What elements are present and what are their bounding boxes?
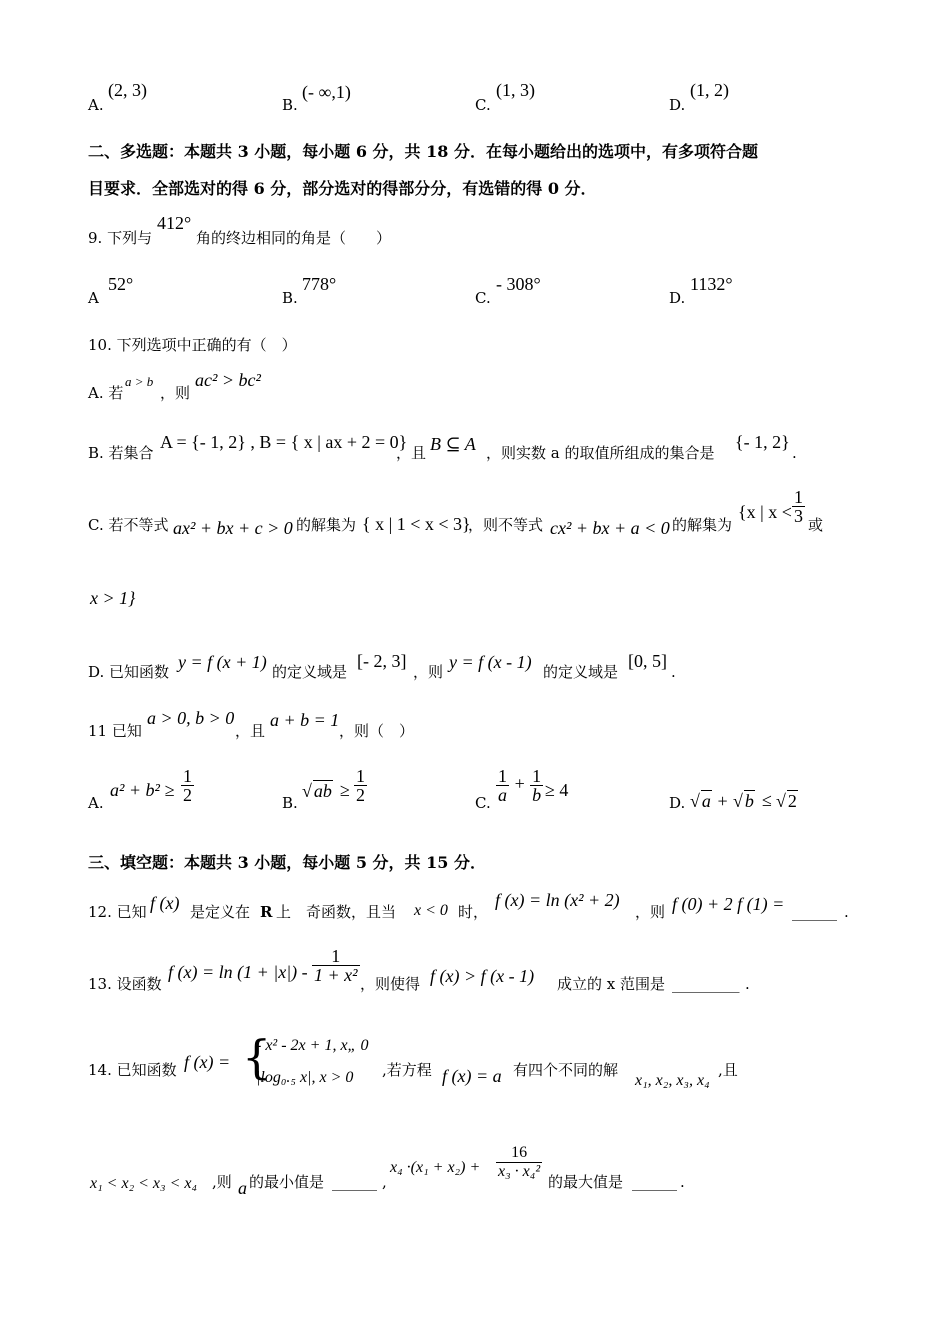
q14-case1: - x² - 2x + 1, x„ 0 bbox=[256, 1037, 369, 1054]
q13-stem-prefix: 13. 设函数 bbox=[88, 975, 162, 993]
q9-angle: 412° bbox=[157, 213, 192, 233]
q10-option-b-sets: A = {- 1, 2} , B = { x | ax + 2 = 0} bbox=[160, 432, 408, 452]
q12-expression: f (0) + 2 f (1) = bbox=[672, 894, 785, 914]
q12-condition: x < 0 bbox=[414, 902, 448, 919]
q8-option-d-math: (1, 2) bbox=[690, 80, 729, 100]
q12-end: . bbox=[844, 903, 849, 921]
q14-stem-prefix: 14. 已知函数 bbox=[88, 1061, 177, 1079]
q14-blank1: ______ bbox=[332, 1173, 377, 1191]
q12-blank: ______ bbox=[792, 903, 837, 921]
section3-heading: 三、填空题：本题共 3 小题，每小题 5 分，共 15 分． bbox=[88, 853, 486, 872]
q10-option-b-mid: ，且 bbox=[396, 444, 427, 462]
q11-stem-prefix: 11 已知 bbox=[88, 722, 142, 740]
q10-option-c-inequality: ax² + bx + c > 0 bbox=[173, 518, 293, 538]
q14-a: a bbox=[238, 1178, 247, 1198]
q9-option-a-value: 52° bbox=[108, 274, 134, 294]
q11-option-d-math: ≤ bbox=[762, 790, 772, 810]
q9-option-c-label: C. bbox=[475, 289, 491, 307]
q13-fraction-den: 1 + x² bbox=[314, 965, 358, 985]
q13-end: . bbox=[745, 975, 750, 993]
q8-option-c-math: (1, 3) bbox=[496, 80, 535, 100]
q14-mid5: 的最小值是 bbox=[249, 1173, 325, 1191]
q10-option-c-answer-part2: x > 1} bbox=[90, 588, 136, 608]
q10-option-c-fraction-num: 1 bbox=[794, 487, 803, 507]
q12-stem-prefix: 12. 已知 bbox=[88, 903, 147, 921]
q8-option-a-label: A. bbox=[88, 96, 104, 114]
q11-option-b-math: ≥ bbox=[340, 780, 350, 800]
q11-condition2: a + b = 1 bbox=[270, 710, 340, 730]
q10-option-c-inequality2: cx² + bx + a < 0 bbox=[550, 518, 670, 538]
q10-option-b-answer: {- 1, 2} bbox=[735, 432, 790, 452]
q10-option-c-mid2: ，则不等式 bbox=[468, 516, 544, 534]
q10-option-d-function2: y = f (x - 1) bbox=[449, 652, 532, 672]
q11-option-d-label: D. bbox=[669, 794, 686, 812]
q14-mid1: ,若方程 bbox=[382, 1061, 432, 1079]
q10-option-c-or: 或 bbox=[808, 516, 824, 534]
q13-mid: ，则使得 bbox=[360, 975, 421, 993]
q10-option-d-label: D. 已知函数 bbox=[88, 663, 170, 681]
q14-blank2: ______ bbox=[632, 1173, 677, 1191]
q9-option-a-label: A bbox=[88, 289, 99, 307]
q10-option-a-mid: ，则 bbox=[160, 384, 191, 402]
q14-mid2: 有四个不同的解 bbox=[513, 1061, 619, 1079]
q13-fraction-num: 1 bbox=[312, 947, 360, 966]
q12-mid1: 是定义在 bbox=[190, 903, 251, 921]
q8-option-a-math: (2, 3) bbox=[108, 80, 147, 100]
q10-option-c-mid3: 的解集为 bbox=[672, 516, 733, 534]
q14-equation: f (x) = a bbox=[442, 1066, 502, 1086]
q10-option-a-math: ac² > bc² bbox=[195, 370, 261, 390]
section2-heading-line2: 目要求．全部选对的得 6 分，部分选对的得部分分，有选错的得 0 分． bbox=[88, 179, 597, 198]
q12-mid2: 上 奇函数，且当 bbox=[276, 903, 397, 921]
q14-fx: f (x) = bbox=[184, 1052, 231, 1072]
q11-option-b-label: B. bbox=[282, 794, 298, 812]
q10-option-a-label: A. 若 bbox=[88, 384, 124, 402]
q10-option-b-end: . bbox=[792, 444, 797, 462]
q11-option-b-fraction bbox=[354, 767, 367, 804]
q9-stem-suffix: 角的终边相同的角是（ ） bbox=[196, 229, 392, 247]
q14-expression-left: x₄ ·(x₁ + x₂) + bbox=[390, 1159, 481, 1176]
q12-R: R bbox=[260, 903, 273, 921]
q11-option-b-fraction-den: 2 bbox=[356, 785, 365, 805]
q14-mid3: ,且 bbox=[718, 1061, 738, 1079]
q12-definition: f (x) = ln (x² + 2) bbox=[495, 890, 620, 910]
q12-fx: f (x) bbox=[150, 893, 180, 913]
q10-option-d-domain1: [- 2, 3] bbox=[357, 651, 407, 671]
q11-stem-suffix: ，则（ ） bbox=[339, 722, 415, 740]
q8-option-d-label: D. bbox=[669, 96, 686, 114]
q11-stem-mid: ，且 bbox=[235, 722, 266, 740]
q10-option-d-mid2: ，则 bbox=[413, 663, 444, 681]
q11-option-a-fraction bbox=[181, 767, 194, 804]
q10-option-d-domain2: [0, 5] bbox=[628, 651, 667, 671]
q13-suffix: 成立的 x 范围是 bbox=[557, 975, 665, 993]
q10-option-d-end: . bbox=[671, 663, 676, 681]
q12-mid3: 时， bbox=[458, 903, 489, 921]
q10-option-c-fraction-den: 3 bbox=[794, 506, 803, 526]
q11-option-d-sqrt-sum: √ a + √ b bbox=[690, 791, 754, 811]
q10-option-c-label: C. 若不等式 bbox=[88, 516, 169, 534]
q11-option-b-sqrt: √ ab bbox=[302, 781, 332, 801]
q10-option-c-mid1: 的解集为 bbox=[296, 516, 357, 534]
section2-heading-line1: 二、多选题：本题共 3 小题，每小题 6 分，共 18 分．在每小题给出的选项中，有多项符合题 bbox=[88, 142, 758, 161]
q14-fraction-num: 16 bbox=[496, 1144, 542, 1163]
q10-option-c-set: { x | 1 < x < 3} bbox=[362, 514, 471, 534]
q13-inequality: f (x) > f (x - 1) bbox=[430, 966, 535, 986]
q13-definition: f (x) = ln (1 + |x|) - bbox=[168, 962, 308, 982]
q11-option-c-fraction-a: $\frac{1}{a}$ + $\frac{1}{b}$ bbox=[498, 766, 542, 805]
q13-blank: _________ bbox=[672, 975, 740, 993]
q10-option-a-condition: a > b bbox=[125, 374, 154, 389]
q11-option-c-label: C. bbox=[475, 794, 491, 812]
q11-condition1: a > 0, b > 0 bbox=[147, 708, 235, 728]
q9-option-d-label: D. bbox=[669, 289, 686, 307]
q10-option-c-fraction bbox=[792, 488, 805, 525]
q10-stem: 10. 下列选项中正确的有（ ） bbox=[88, 336, 297, 354]
q8-option-b-math: (- ∞,1) bbox=[302, 82, 351, 102]
q12-mid4: ，则 bbox=[635, 903, 666, 921]
q9-option-d-value: 1132° bbox=[690, 274, 733, 294]
q11-option-a-fraction-num: 1 bbox=[183, 766, 192, 786]
q14-comma: , bbox=[382, 1173, 387, 1191]
q14-mid6: 的最大值是 bbox=[548, 1173, 624, 1191]
q11-option-b-fraction-num: 1 bbox=[356, 766, 365, 786]
q14-case2: |log₀.₅ x|, x > 0 bbox=[256, 1069, 354, 1086]
q8-option-b-label: B. bbox=[282, 96, 298, 114]
q14-roots: x₁, x₂, x₃, x₄ bbox=[635, 1072, 710, 1089]
q11-option-a-label: A. bbox=[88, 794, 104, 812]
q8-option-c-label: C. bbox=[475, 96, 491, 114]
q10-option-b-label: B. 若集合 bbox=[88, 444, 154, 462]
q14-expression-fraction bbox=[496, 1144, 542, 1181]
q9-option-b-label: B. bbox=[282, 289, 298, 307]
q11-option-c-math: ≥ 4 bbox=[545, 780, 569, 800]
q9-stem-prefix: 9. 下列与 bbox=[88, 229, 153, 247]
q10-option-d-mid1: 的定义域是 bbox=[272, 663, 348, 681]
q14-fraction-den: x₃ · x₄² bbox=[498, 1163, 541, 1180]
q9-option-b-value: 778° bbox=[302, 274, 337, 294]
q14-end: . bbox=[680, 1173, 685, 1191]
q11-option-d-sqrt2: √ 2 bbox=[776, 791, 797, 811]
q10-option-d-mid3: 的定义域是 bbox=[543, 663, 619, 681]
q10-option-b-subset: B ⊆ A bbox=[430, 434, 476, 454]
q11-option-a-math: a² + b² ≥ bbox=[110, 780, 175, 800]
q13-fraction bbox=[312, 947, 360, 984]
q14-piecewise-brace: { bbox=[242, 1030, 272, 1084]
q10-option-d-function1: y = f (x + 1) bbox=[178, 652, 267, 672]
q11-option-a-fraction-den: 2 bbox=[183, 785, 192, 805]
q9-option-c-value: - 308° bbox=[496, 274, 541, 294]
q14-mid4: ,则 bbox=[212, 1173, 232, 1191]
q14-order: x₁ < x₂ < x₃ < x₄ bbox=[90, 1175, 198, 1192]
q10-option-c-answer-part1: {x | x < bbox=[738, 502, 792, 522]
q10-option-b-rest: ，则实数 a 的取值所组成的集合是 bbox=[486, 444, 715, 462]
